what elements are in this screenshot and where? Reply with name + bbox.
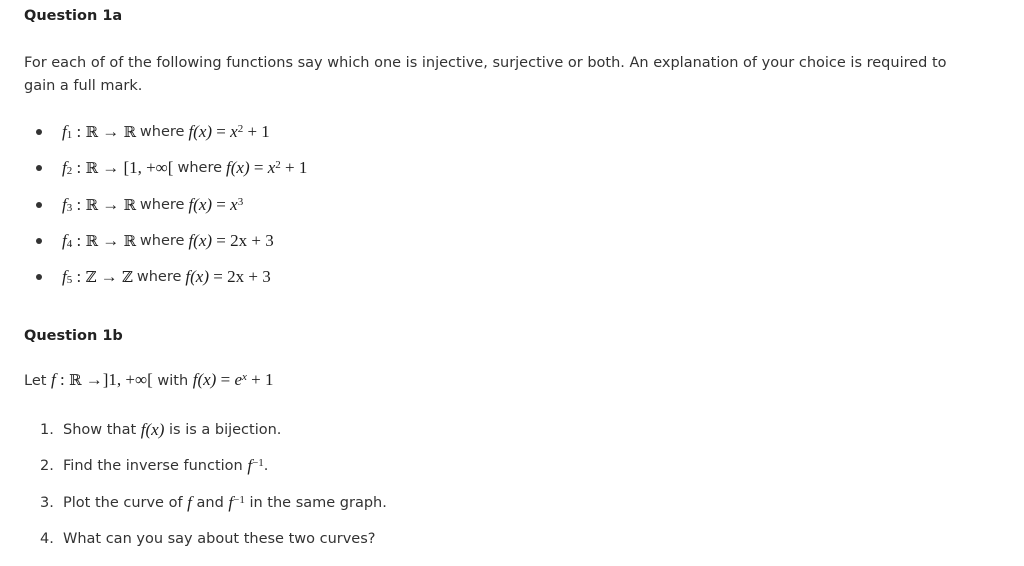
connector-word: where (139, 233, 185, 249)
list-item (40, 526, 375, 552)
function-signature: $f_3$ : ℝ → ℝ (62, 195, 136, 215)
task-text: Show that (63, 422, 137, 438)
task-text: Plot the curve of (63, 495, 183, 511)
bullet-icon (36, 202, 42, 208)
task-math: f (187, 493, 192, 512)
list-item (36, 264, 271, 290)
bullet-icon (36, 165, 42, 171)
task-number: 2. (40, 458, 54, 474)
task-text: and (196, 495, 224, 511)
task-text: What can you say about these two curves? (63, 531, 376, 547)
task-math: $f^{-1}$ (247, 456, 264, 475)
task-number: 1. (40, 422, 54, 438)
task-number: 3. (40, 495, 54, 511)
question-1b-heading: Question 1b (24, 328, 123, 344)
list-item (36, 228, 274, 254)
question-1a-heading: Question 1a (24, 8, 123, 24)
bullet-icon (36, 274, 42, 280)
list-item (40, 490, 387, 516)
bullet-icon (36, 129, 42, 135)
task-math: $f^{-1}$ (228, 493, 245, 512)
connector-word: with (157, 373, 189, 389)
bullet-icon (36, 238, 42, 244)
function-signature: $f_2$ : ℝ → [1, +∞[ (62, 158, 174, 178)
intro-prefix: Let (24, 373, 47, 389)
list-item (36, 119, 270, 145)
function-definition: f(x) = 2x + 3 (185, 267, 271, 286)
task-math: f(x) (140, 420, 165, 439)
connector-word: where (139, 124, 185, 140)
list-item (36, 192, 243, 218)
question-1b-intro (24, 370, 273, 390)
question-1a-instructions: For each of of the following functions say which one is injective, surjective or both. An explanation of your choice is required to gain a full mark. (24, 55, 947, 94)
function-signature: $f_4$ : ℝ → ℝ (62, 231, 136, 251)
function-signature: $f_1$ : ℝ → ℝ (62, 122, 136, 142)
list-item (40, 453, 268, 479)
task-text: is is a bijection. (169, 422, 282, 438)
list-item (40, 417, 281, 443)
function-definition: $f(x) = x^3$ (188, 195, 244, 214)
function-definition: $f(x) = e^x + 1$ (192, 370, 274, 389)
connector-word: where (177, 160, 223, 176)
function-definition: $f(x) = x^2 + 1$ (188, 122, 270, 141)
list-item (36, 155, 307, 181)
task-text: Find the inverse function (63, 458, 243, 474)
function-definition: f(x) = 2x + 3 (188, 231, 274, 250)
function-signature: f : ℝ →]1, +∞[ (51, 370, 153, 389)
connector-word: where (139, 197, 185, 213)
connector-word: where (136, 269, 182, 285)
function-signature: $f_5$ : ℤ → ℤ (62, 267, 133, 287)
function-definition: $f(x) = x^2 + 1$ (226, 158, 308, 177)
task-number: 4. (40, 531, 54, 547)
task-text: . (263, 458, 269, 474)
task-text: in the same graph. (249, 495, 387, 511)
